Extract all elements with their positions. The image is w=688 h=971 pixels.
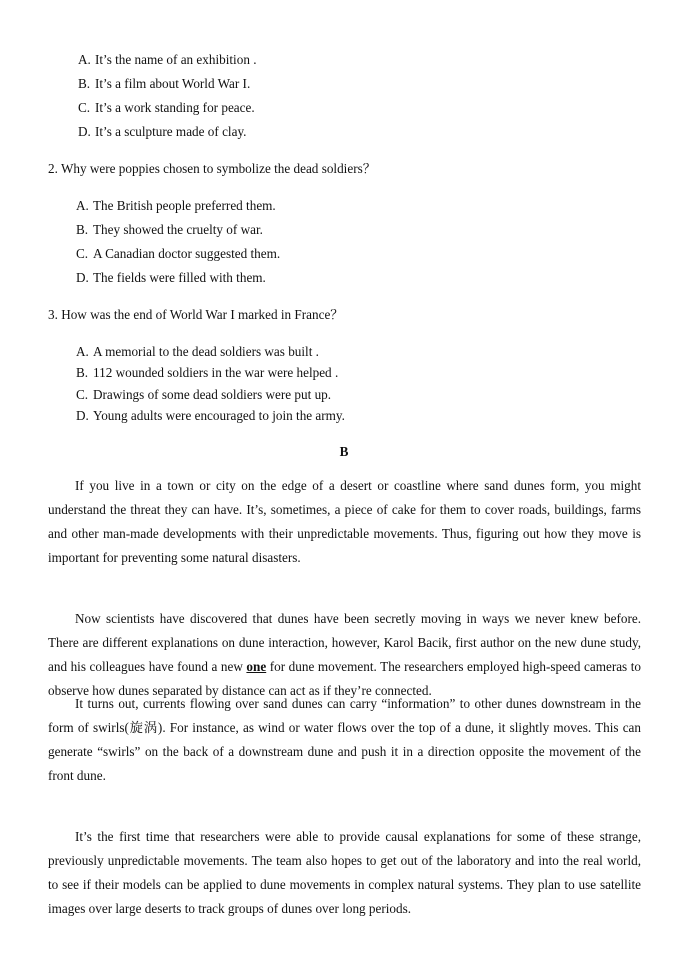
option-letter: C. xyxy=(76,246,89,261)
q3-option-c xyxy=(76,386,331,404)
paragraph-text: for dune movement. The researchers employed high-speed cameras to observe how dunes separated by distance can act as if they’re connected. xyxy=(48,659,641,698)
option-letter: D. xyxy=(78,124,91,139)
section-title: B xyxy=(339,444,349,459)
option-text: It’s a work standing for peace. xyxy=(95,100,255,115)
q2-option-b xyxy=(76,221,263,239)
option-letter: B. xyxy=(76,222,89,237)
option-text: It’s the name of an exhibition . xyxy=(95,52,257,67)
q2-option-d xyxy=(76,269,266,287)
q1-option-d xyxy=(78,123,246,141)
question-2: 2. Why were poppies chosen to symbolize the dead soldiers？ xyxy=(48,161,376,176)
q3-option-a xyxy=(76,343,319,361)
option-letter: A. xyxy=(76,198,89,213)
q3-option-b xyxy=(76,364,338,382)
option-letter: D. xyxy=(76,270,89,285)
option-letter: A. xyxy=(78,52,91,67)
passage-paragraph-1: If you live in a town or city on the edge of a desert or coastline where sand dunes form, you might understand the threat they can have. It’s, sometimes, a piece of cake for them to cover roads, buildings, farms and other man-made developments with their unpredictable movements. Thus, figuring out how they move is important for preventing some natural disasters. xyxy=(48,478,641,565)
q2-option-a xyxy=(76,197,276,215)
emphasized-word: one xyxy=(246,659,267,674)
option-text: Drawings of some dead soldiers were put up. xyxy=(93,387,332,402)
q3-option-d xyxy=(76,407,345,425)
option-letter: D. xyxy=(76,408,89,423)
q2-option-c xyxy=(76,245,280,263)
paragraph-text: Now scientists have discovered that dunes have been secretly moving in ways we never knew before. There are different explanations on dune interaction, however, Karol Bacik, first author on the new dune study, and his colleagues have found a new xyxy=(48,611,641,674)
option-text: A Canadian doctor suggested them. xyxy=(93,246,281,261)
option-letter: A. xyxy=(76,344,89,359)
option-text: They showed the cruelty of war. xyxy=(93,222,263,237)
q1-option-b xyxy=(78,75,250,93)
option-letter: B. xyxy=(78,76,91,91)
option-text: The fields were filled with them. xyxy=(93,270,266,285)
option-letter: C. xyxy=(78,100,91,115)
option-text: It’s a film about World War I. xyxy=(95,76,251,91)
option-letter: C. xyxy=(76,387,89,402)
option-text: Young adults were encouraged to join the army. xyxy=(93,408,345,423)
passage-paragraph-2 xyxy=(48,607,641,703)
q1-option-c xyxy=(78,99,255,117)
option-text: It’s a sculpture made of clay. xyxy=(95,124,247,139)
option-letter: B. xyxy=(76,365,89,380)
option-text: The British people preferred them. xyxy=(93,198,276,213)
passage-paragraph-3: It turns out, currents flowing over sand dunes can carry “information” to other dunes downstream in the form of swirls(旋涡). For instance, as wind or water flows over the top of a dune, it slightly moves. This can generate “swirls” on the back of a downstream dune and push it in a direction opposite the movement of the front dune. xyxy=(48,696,641,783)
passage-paragraph-4: It’s the first time that researchers were able to provide causal explanations for some of these strange, previously unpredictable movements. The team also hopes to get out of the laboratory and into the real world, to see if their models can be applied to dune movements in complex natural systems. They plan to use satellite images over large deserts to track groups of dunes over long periods. xyxy=(48,829,641,916)
option-text: 112 wounded soldiers in the war were helped . xyxy=(93,365,339,380)
q1-option-a xyxy=(78,51,257,69)
option-text: A memorial to the dead soldiers was built . xyxy=(93,344,319,359)
question-3: 3. How was the end of World War I marked in France？ xyxy=(48,307,344,322)
